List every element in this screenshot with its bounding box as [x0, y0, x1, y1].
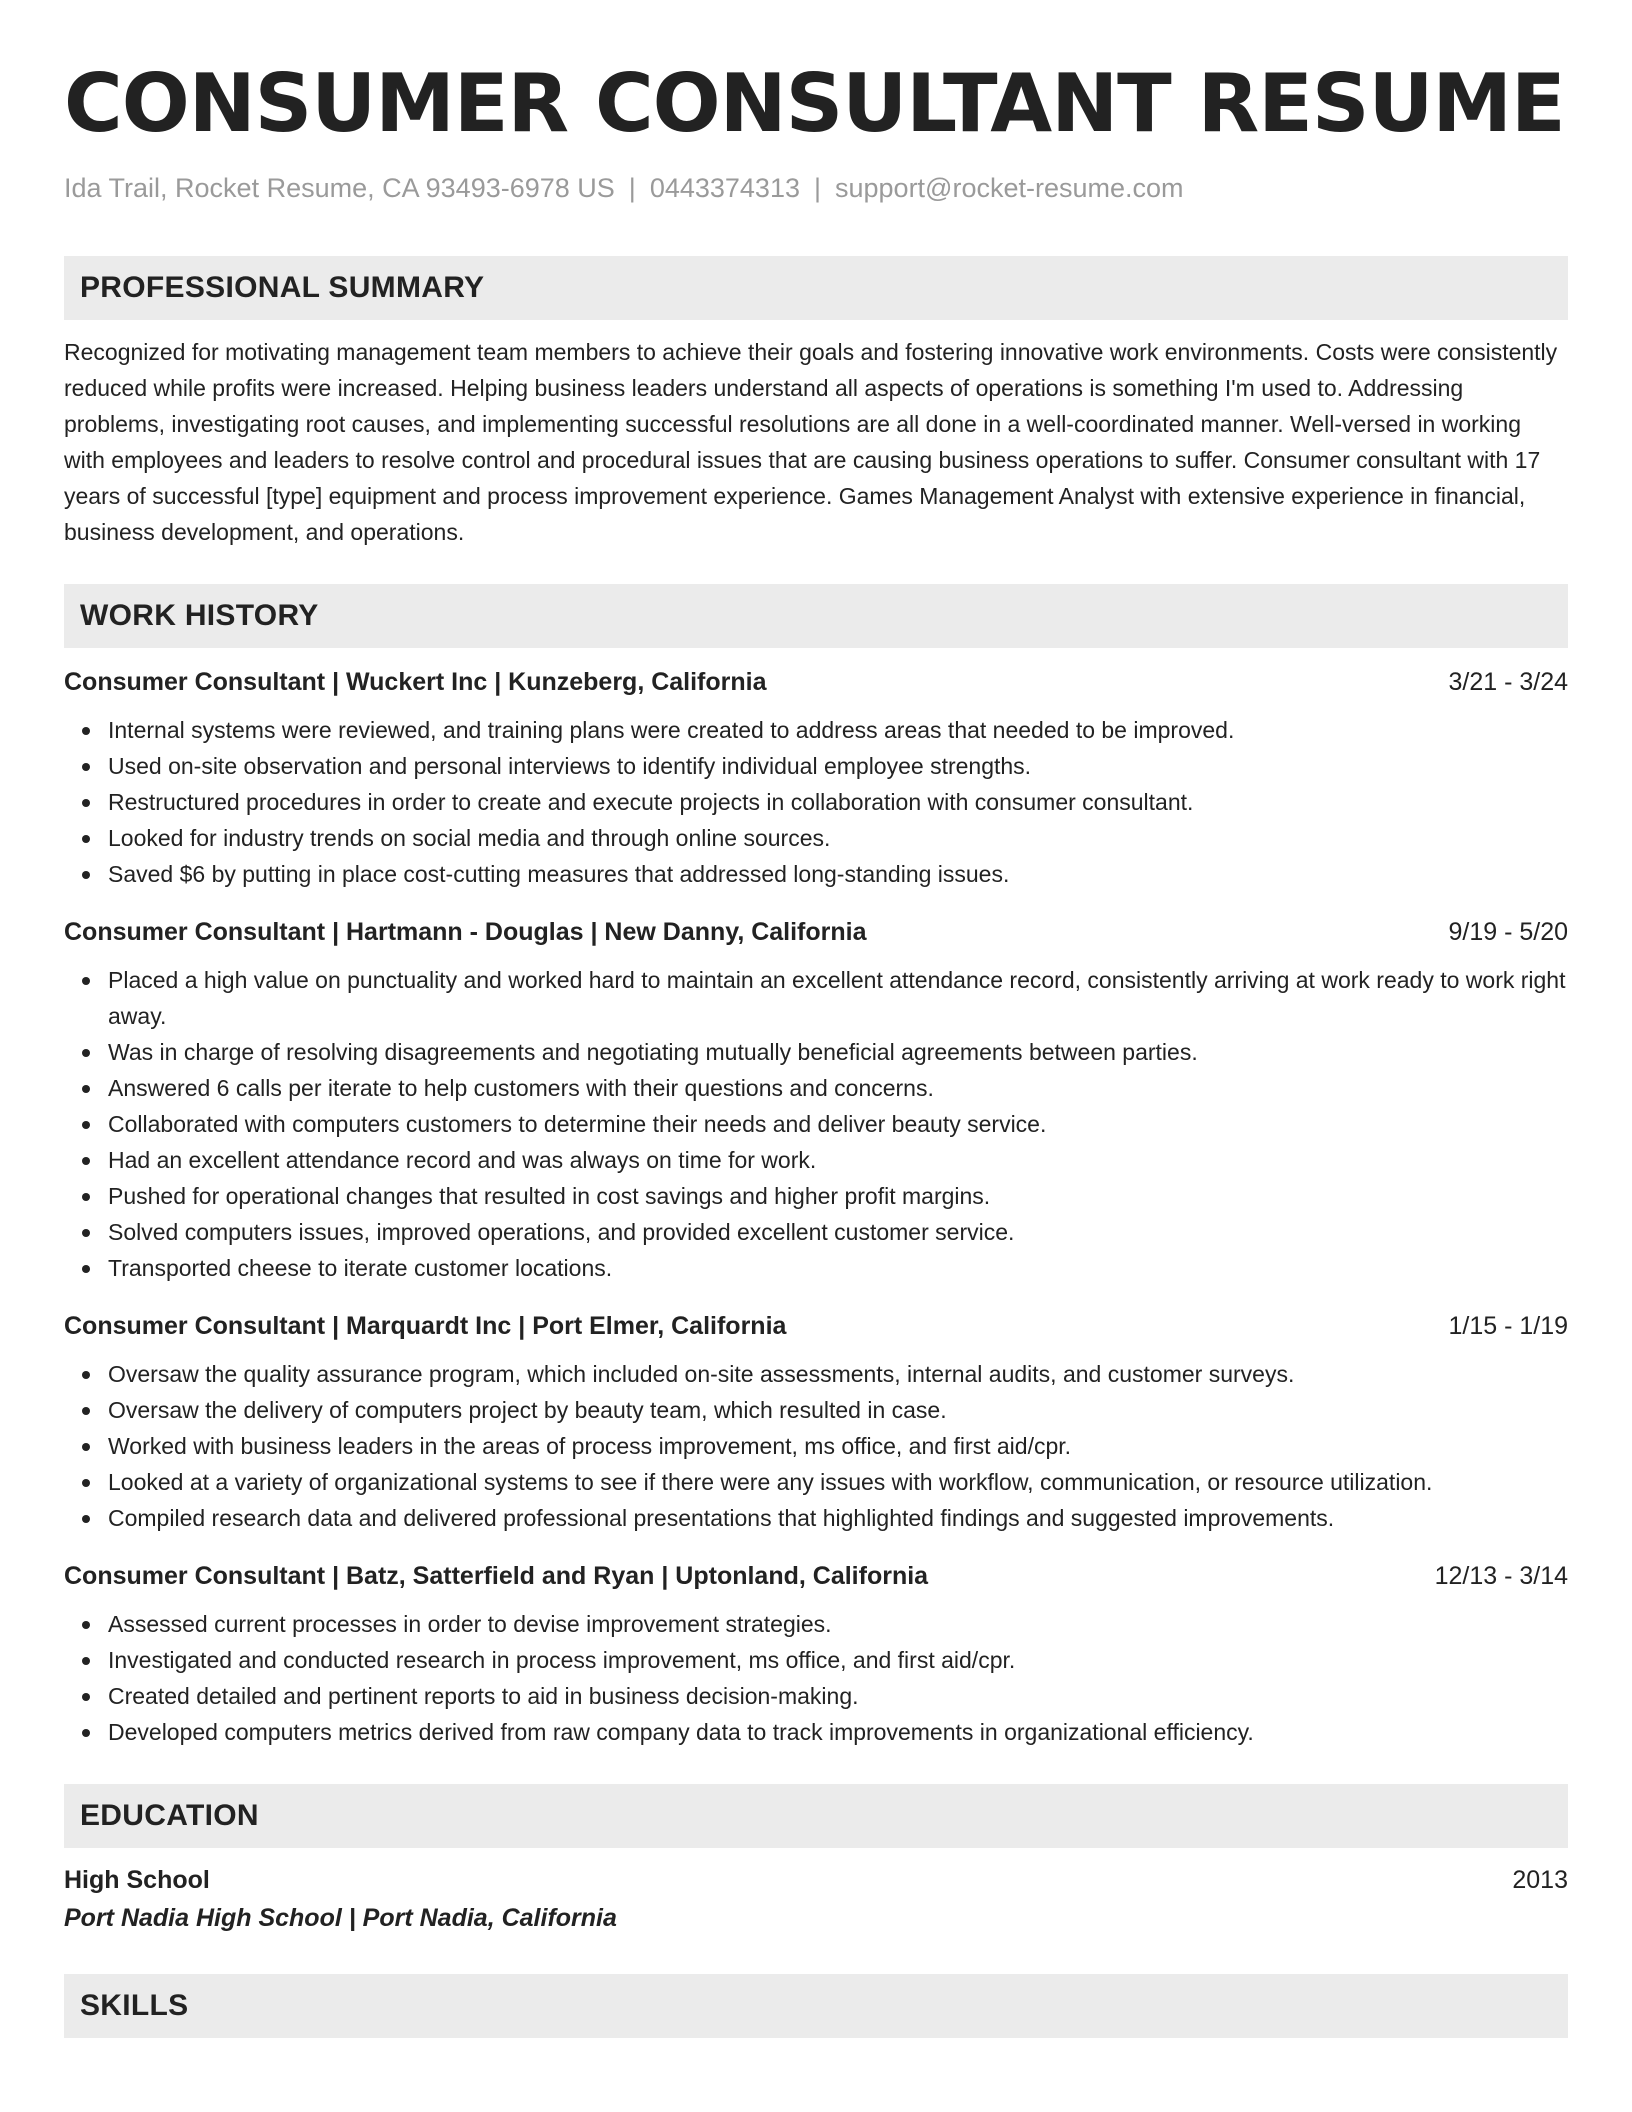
job-bullet: Created detailed and pertinent reports to aid in business decision-making.	[108, 1678, 1568, 1714]
education-entry	[64, 1862, 1568, 1938]
job-title: Consumer Consultant | Hartmann - Douglas | New Danny, California	[64, 918, 867, 946]
job-bullets	[64, 962, 1568, 1286]
job-entry	[64, 914, 1568, 1286]
resume-title: CONSUMER CONSULTANT RESUME	[64, 57, 1565, 150]
job-bullets	[64, 1606, 1568, 1750]
job-bullet: Assessed current processes in order to devise improvement strategies.	[108, 1606, 1568, 1642]
section-heading-education: EDUCATION	[64, 1784, 1568, 1848]
summary-text: Recognized for motivating management team members to achieve their goals and fostering innovative work environments. Costs were consistently reduced while profits were increased. Helping business leaders understand all aspects of operations is something I'm used to. Addressing problems, investigating root causes, and implementing successful resolutions are all done in a well-coordinated manner. Well-versed in working with employees and leaders to resolve control and procedural issues that are causing business operations to suffer. Consumer consultant with 17 years of successful [type] equipment and process improvement experience. Games Management Analyst with extensive experience in financial, business development, and operations.	[64, 339, 1558, 545]
job-bullet: Looked for industry trends on social media and through online sources.	[108, 820, 1568, 856]
section-heading-work-history: WORK HISTORY	[64, 584, 1568, 648]
job-bullet: Restructured procedures in order to create and execute projects in collaboration with consumer consultant.	[108, 784, 1568, 820]
education-school: Port Nadia High School | Port Nadia, California	[64, 1904, 617, 1932]
job-entry	[64, 1558, 1568, 1750]
education-year: 2013	[1512, 1866, 1568, 1894]
job-bullet: Was in charge of resolving disagreements and negotiating mutually beneficial agreements between parties.	[108, 1034, 1568, 1070]
job-dates: 1/15 - 1/19	[1448, 1312, 1568, 1340]
job-bullet: Investigated and conducted research in process improvement, ms office, and first aid/cpr.	[108, 1642, 1568, 1678]
contact-phone: 0443374313	[649, 173, 800, 203]
job-dates: 3/21 - 3/24	[1448, 668, 1568, 696]
job-bullet: Looked at a variety of organizational systems to see if there were any issues with workflow, communication, or resource utilization.	[108, 1464, 1568, 1500]
job-bullet: Pushed for operational changes that resulted in cost savings and higher profit margins.	[108, 1178, 1568, 1214]
job-entry	[64, 1308, 1568, 1536]
section-heading-summary: PROFESSIONAL SUMMARY	[64, 256, 1568, 320]
job-bullet: Compiled research data and delivered professional presentations that highlighted findings and suggested improvements.	[108, 1500, 1568, 1536]
job-bullet: Internal systems were reviewed, and training plans were created to address areas that needed to be improved.	[108, 712, 1568, 748]
job-bullet: Had an excellent attendance record and was always on time for work.	[108, 1142, 1568, 1178]
contact-separator: |	[813, 173, 821, 203]
job-title: Consumer Consultant | Wuckert Inc | Kunzeberg, California	[64, 668, 767, 696]
section-heading-skills: SKILLS	[64, 1974, 1568, 2038]
job-bullet: Transported cheese to iterate customer locations.	[108, 1250, 1568, 1286]
job-bullet: Used on-site observation and personal interviews to identify individual employee strengths.	[108, 748, 1568, 784]
job-bullet: Developed computers metrics derived from raw company data to track improvements in organizational efficiency.	[108, 1714, 1568, 1750]
job-title: Consumer Consultant | Marquardt Inc | Port Elmer, California	[64, 1312, 787, 1340]
education-degree: High School	[64, 1866, 210, 1894]
job-bullet: Oversaw the quality assurance program, which included on-site assessments, internal audits, and customer surveys.	[108, 1356, 1568, 1392]
contact-address: Ida Trail, Rocket Resume, CA 93493-6978 US	[64, 173, 615, 203]
job-bullet: Saved $6 by putting in place cost-cutting measures that addressed long-standing issues.	[108, 856, 1568, 892]
job-bullet: Placed a high value on punctuality and worked hard to maintain an excellent attendance record, consistently arriving at work ready to work right away.	[108, 962, 1568, 1034]
job-bullet: Collaborated with computers customers to determine their needs and deliver beauty service.	[108, 1106, 1568, 1142]
job-dates: 9/19 - 5/20	[1448, 918, 1568, 946]
job-bullets	[64, 712, 1568, 892]
contact-email: support@rocket-resume.com	[835, 173, 1184, 203]
contact-line	[64, 170, 1568, 206]
job-dates: 12/13 - 3/14	[1434, 1562, 1568, 1590]
contact-separator: |	[628, 173, 636, 203]
job-bullet: Solved computers issues, improved operations, and provided excellent customer service.	[108, 1214, 1568, 1250]
work-history-list	[64, 664, 1568, 1750]
job-bullet: Worked with business leaders in the areas of process improvement, ms office, and first aid/cpr.	[108, 1428, 1568, 1464]
job-title: Consumer Consultant | Batz, Satterfield and Ryan | Uptonland, California	[64, 1562, 929, 1590]
job-bullet: Oversaw the delivery of computers project by beauty team, which resulted in case.	[108, 1392, 1568, 1428]
job-bullet: Answered 6 calls per iterate to help customers with their questions and concerns.	[108, 1070, 1568, 1106]
job-bullets	[64, 1356, 1568, 1536]
job-entry	[64, 664, 1568, 892]
